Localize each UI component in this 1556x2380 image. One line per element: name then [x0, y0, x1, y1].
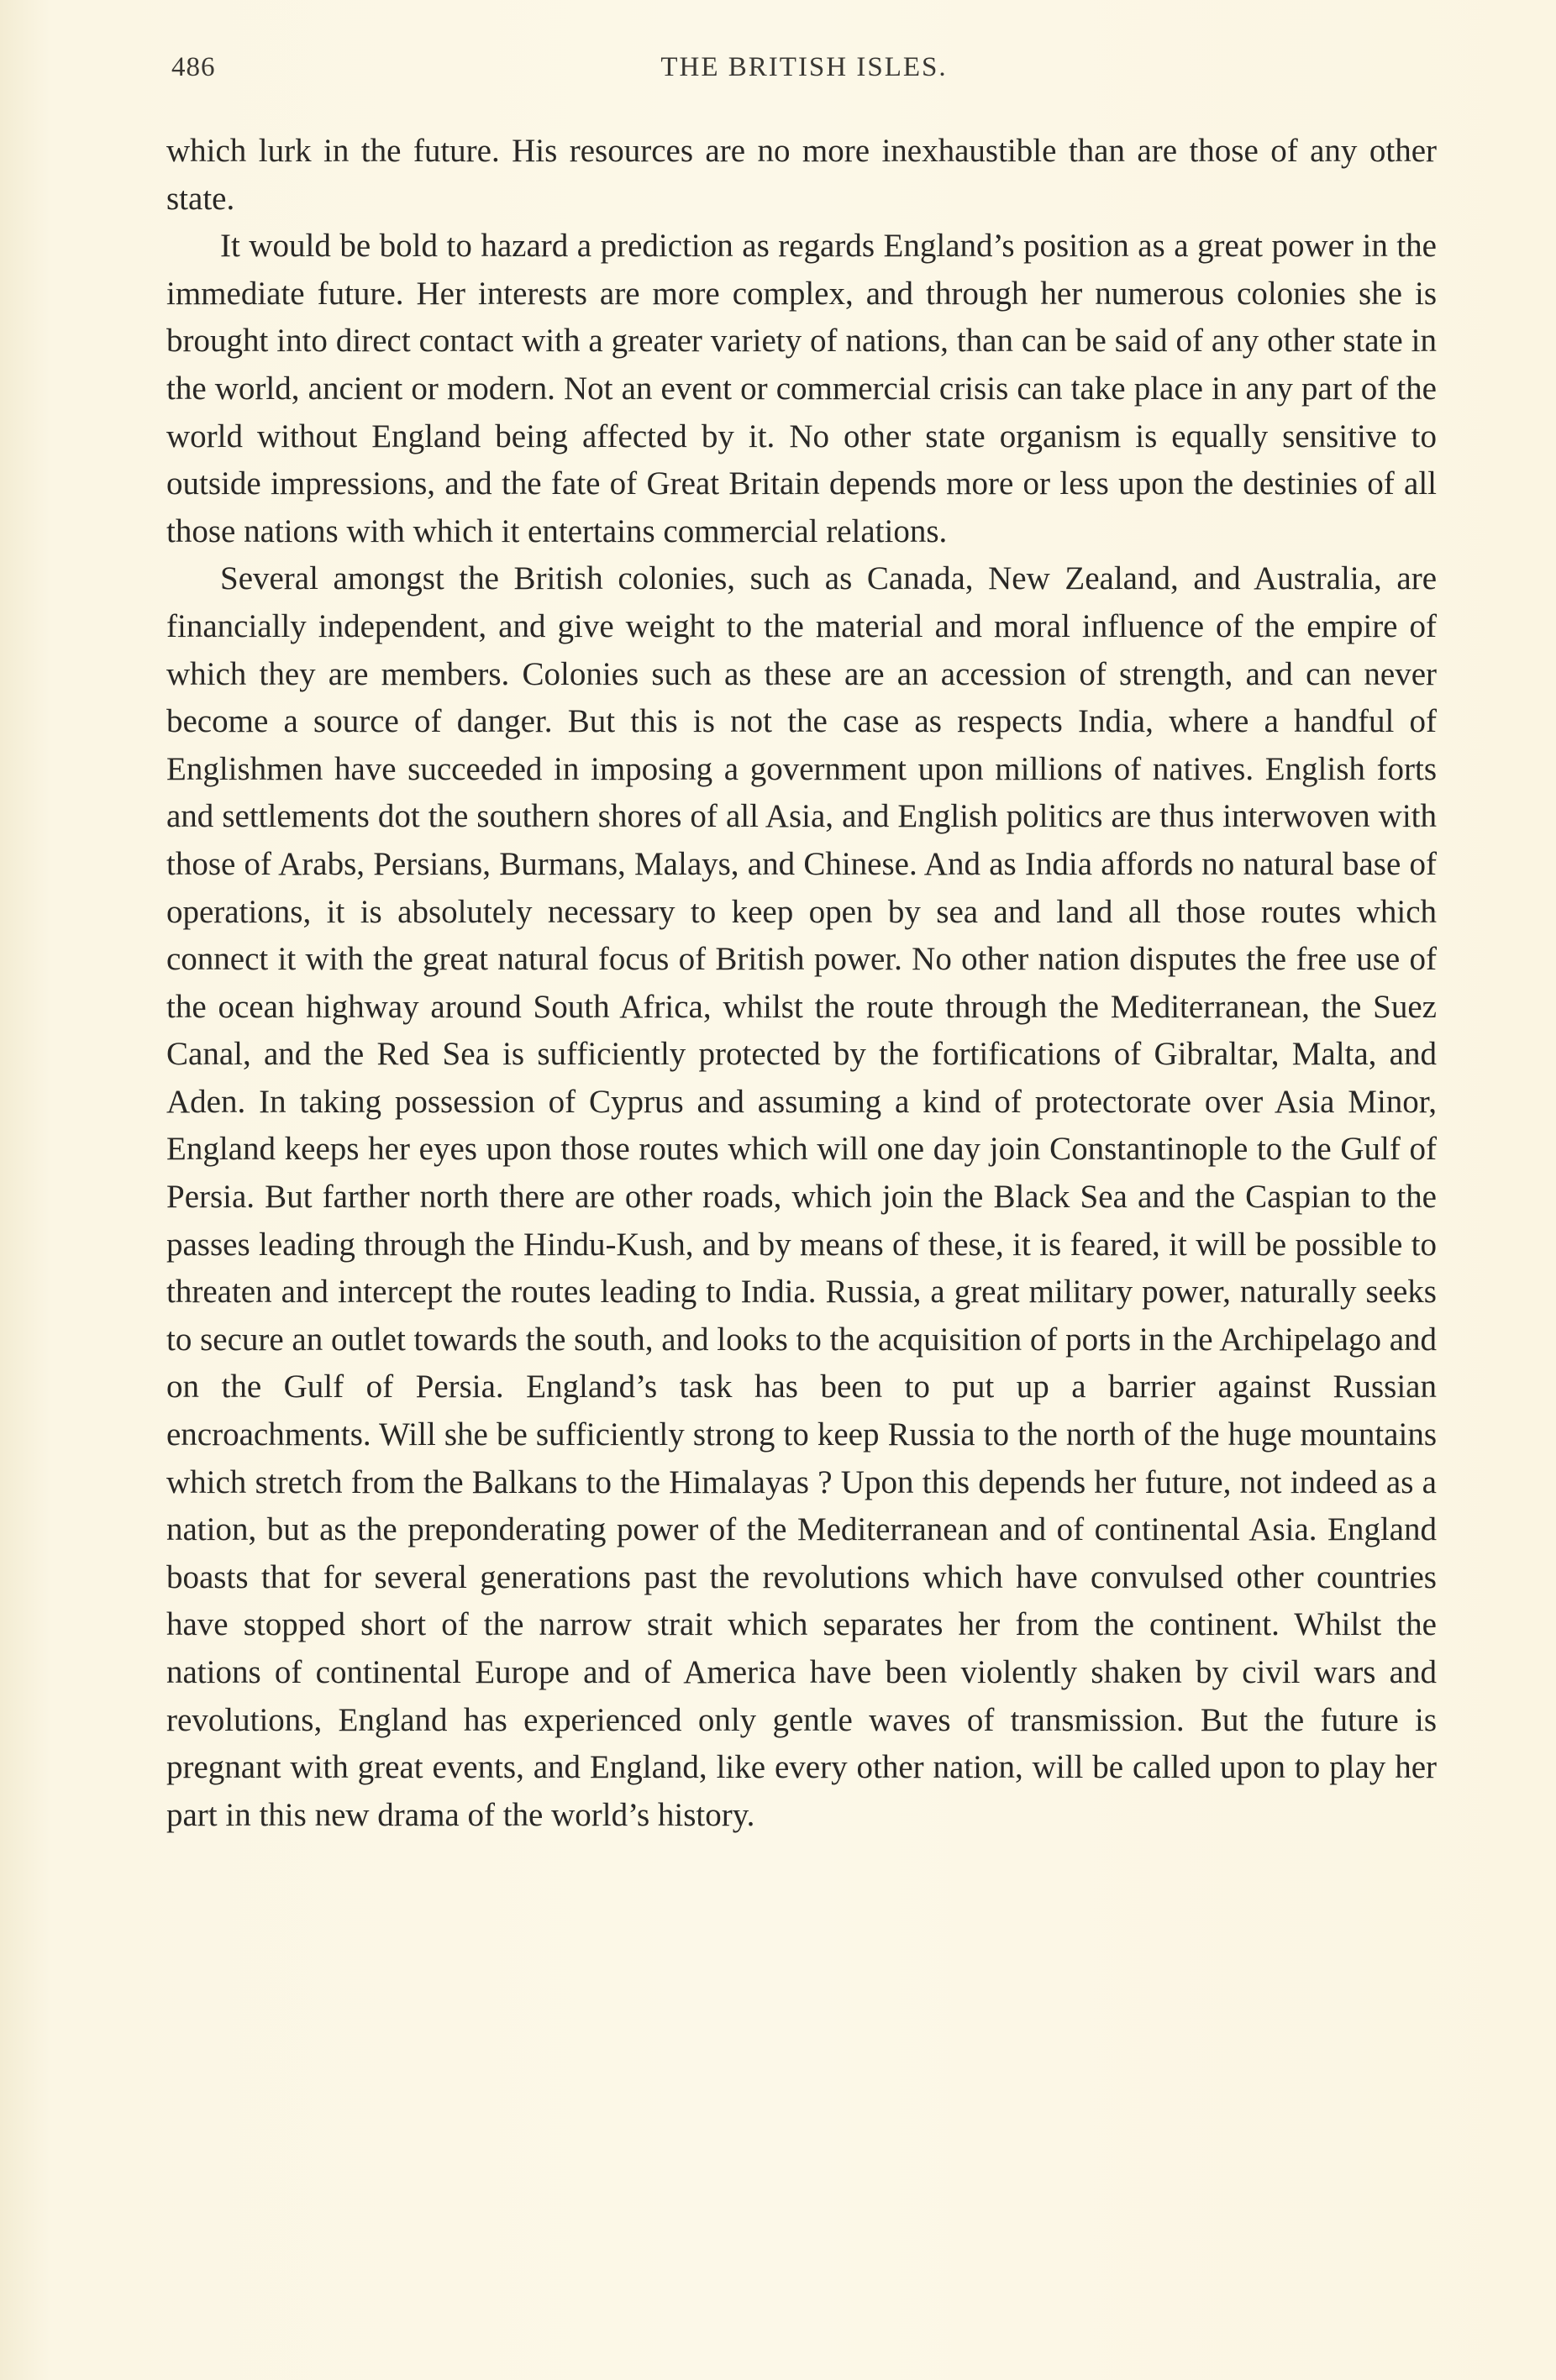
page-number: 486	[171, 52, 216, 82]
paragraph-british-colonies: Several amongst the British colonies, such as Canada, New Zealand, and Australia, are financially independent, and give weight to the material and moral influence of the empire of which they are members. Colonies such as these are an accession of strength, and can never become a source of danger. But this is not the case as respects India, where a handful of Englishmen have succeeded in imposing a government upon millions of natives. English forts and settlements dot the southern shores of all Asia, and English politics are thus interwoven with those of Arabs, Persians, Burmans, Malays, and Chinese. And as India affords no natural base of operations, it is absolutely necessary to keep open by sea and land all those routes which connect it with the great natural focus of British power. No other nation disputes the free use of the ocean highway around South Africa, whilst the route through the Mediterranean, the Suez Canal, and the Red Sea is sufficiently protected by the fortifications of Gibraltar, Malta, and Aden. In taking possession of Cyprus and assuming a kind of protectorate over Asia Minor, England keeps her eyes upon those routes which will one day join Constantinople to the Gulf of Persia. But farther north there are other roads, which join the Black Sea and the Caspian to the passes leading through the Hindu-Kush, and by means of these, it is feared, it will be possible to threaten and intercept the routes leading to India. Russia, a great military power, naturally seeks to secure an outlet towards the south, and looks to the acquisition of ports in the Archipelago and on the Gulf of Persia. England’s task has been to put up a barrier against Russian encroachments. Will she be sufficiently strong to keep Russia to the north of the huge mountains which stretch from the Balkans to the Himalayas ? Upon this depends her future, not indeed as a nation, but as the preponderating power of the Mediterranean and of continental Asia. England boasts that for several generations past the revolutions which have convulsed other countries have stopped short of the narrow strait which separates her from the continent. Whilst the nations of continental Europe and of America have been violently shaken by civil wars and revolutions, England has experienced only gentle waves of transmission. But the future is pregnant with great events, and England, like every other nation, will be called upon to play her part in this new drama of the world’s history.	[166, 560, 1438, 1833]
paragraph-continuation: which lurk in the future. His resources are no more inexhaustible than are those of any other state.	[166, 133, 1437, 217]
running-title: THE BRITISH ISLES.	[660, 52, 948, 82]
paragraph-englands-position: It would be bold to hazard a prediction as regards England’s position as a great power in the immediate future. Her interests are more complex, and through her numerous colonies she is brought into direct contact with a greater variety of nations, than can be said of any other state in the world, ancient or modern. Not an event or commercial crisis can take place in any part of the world without England being affected by it. No other state organism is equally sensitive to outside impressions, and the fate of Great Britain depends more or less upon the destinies of all those nations with which it entertains commercial relations.	[166, 228, 1437, 549]
page-header	[171, 52, 1437, 102]
body-text	[166, 128, 1437, 1839]
